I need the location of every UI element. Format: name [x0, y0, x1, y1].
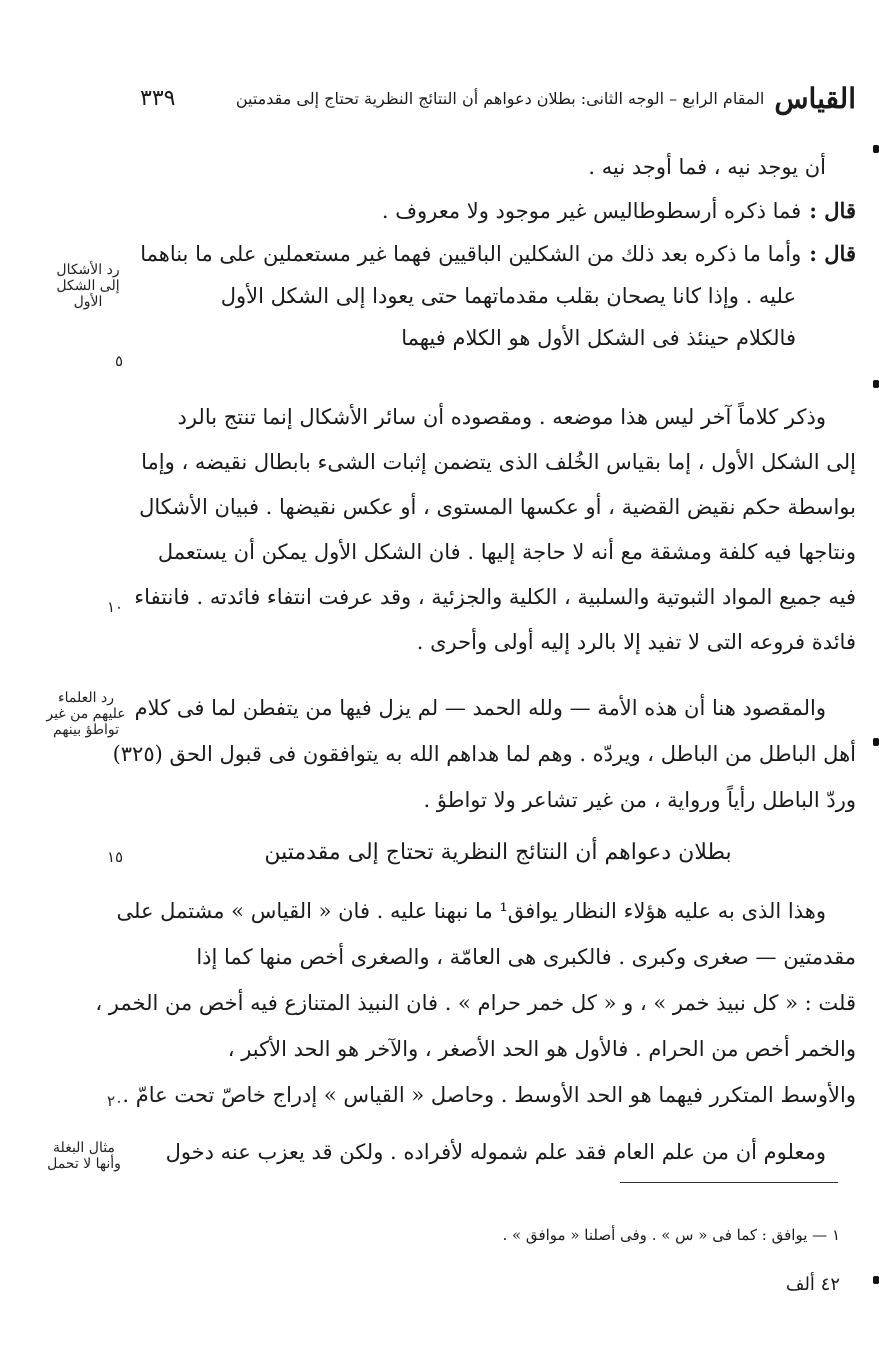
footnote: ١ — يوافق : كما فى « س » . وفى أصلنا « موافق » .: [502, 1226, 840, 1244]
text-line: والمقصود هنا أن هذه الأمة — ولله الحمد — لم يزل فيها من يتفطن لما فى كلام: [134, 696, 826, 720]
text-line: إلى الشكل الأول ، إما بقياس الخُلف الذى يتضمن إثبات الشىء بابطال نقيضه ، وإما: [141, 450, 856, 474]
quote-text: فما ذكره أرسطوطاليس غير موجود ولا معروف .: [381, 199, 802, 223]
margin-note: رد العلماء عليهم من غير تواطؤ بينهم: [46, 690, 126, 739]
quote-line: [140, 189, 856, 233]
quote-line: عليه . وإذا كانا يصحان بقلب مقدماتهما حتى يعودا إلى الشكل الأول: [220, 284, 796, 308]
page-number: ٣٣٩: [140, 85, 176, 111]
margin-note: مثال البغلة وأنها لا تحمل: [47, 1140, 121, 1173]
text-line: فيه جميع المواد الثبوتية والسلبية ، الكلية والجزئية ، وقد عرفت انتفاء فائدته . فانتفاء: [134, 585, 856, 609]
text-line: وهذا الذى به عليه هؤلاء النظار يوافق¹ ما نبهنا عليه . فان « القياس » مشتمل على: [116, 899, 826, 923]
running-head: المقام الرابع – الوجه الثانى: بطلان دعواهم أن النتائج النظرية تحتاج إلى مقدمتين: [235, 88, 765, 108]
header-title-word: القياس: [774, 81, 856, 115]
quote-label: قال :: [809, 198, 856, 223]
paragraph-2: [112, 685, 856, 823]
text-line: وذكر كلاماً آخر ليس هذا موضعه . ومقصوده أن سائر الأشكال إنما تنتج بالرد: [177, 405, 826, 429]
quote-line: [140, 233, 856, 275]
paragraph-4: [140, 1130, 856, 1174]
text-line: بواسطة حكم نقيض القضية ، أو عكسها المستوى ، أو عكس نقيضها . فبيان الأشكال: [139, 495, 856, 519]
text-line: مقدمتين — صغرى وكبرى . فالكبرى هى العامّة ، والصغرى أخص منها كما إذا: [196, 945, 856, 969]
scan-speck: [873, 380, 879, 388]
text-line: والخمر أخص من الحرام . فالأول هو الحد الأصغر ، والآخر هو الحد الأكبر ،: [227, 1037, 856, 1061]
text-line: والأوسط المتكرر فيهما هو الحد الأوسط . وحاصل « القياس » إدراج خاصّ تحت عامّ .: [122, 1083, 856, 1107]
quote-text: وأما ما ذكره بعد ذلك من الشكلين الباقيين فهما غير مستعملين على ما بناهما: [140, 242, 802, 266]
quote-line: أن يوجد نيه ، فما أوجد نيه .: [588, 155, 826, 179]
text-line: فائدة فروعه التى لا تفيد إلا بالرد إليه أولى وأحرى .: [416, 630, 856, 654]
text-line: ونتاجها فيه كلفة ومشقة مع أنه لا حاجة إليها . فان الشكل الأول يمكن أن يستعمل: [157, 540, 856, 564]
paragraph-1: [134, 395, 856, 665]
footnote-rule: [620, 1182, 838, 1183]
line-number: ٥: [114, 352, 124, 370]
line-number: ١٥: [106, 848, 124, 866]
scan-speck: [873, 738, 879, 746]
quote-line: فالكلام حينئذ فى الشكل الأول هو الكلام فيهما: [401, 326, 796, 350]
section-heading: بطلان دعواهم أن النتائج النظرية تحتاج إلى مقدمتين: [264, 840, 732, 865]
text-line: أهل الباطل من الباطل ، ويردّه . وهم لما هداهم الله به يتوافقون فى قبول الحق (٣٢٥): [112, 742, 856, 766]
quotations: [140, 145, 856, 359]
page-header: [140, 78, 856, 118]
text-line: وردّ الباطل رأياً ورواية ، من غير تشاعر ولا تواطؤ .: [423, 788, 856, 812]
line-number: ٢٠: [106, 1092, 124, 1110]
quote-label: قال :: [809, 241, 856, 266]
scan-speck: [873, 145, 879, 153]
text-line: قلت : « كل نبيذ خمر » ، و « كل خمر حرام » . فان النبيذ المتنازع فيه أخص من الخمر ،: [95, 991, 856, 1015]
line-number: ١٠: [106, 598, 124, 616]
margin-note: رد الأشكال إلى الشكل الأول: [56, 262, 120, 311]
folio-mark: ٤٢ ألف: [785, 1274, 840, 1295]
text-line: ومعلوم أن من علم العام فقد علم شموله لأفراده . ولكن قد يعزب عنه دخول: [165, 1140, 826, 1164]
scan-speck: [873, 1276, 879, 1284]
